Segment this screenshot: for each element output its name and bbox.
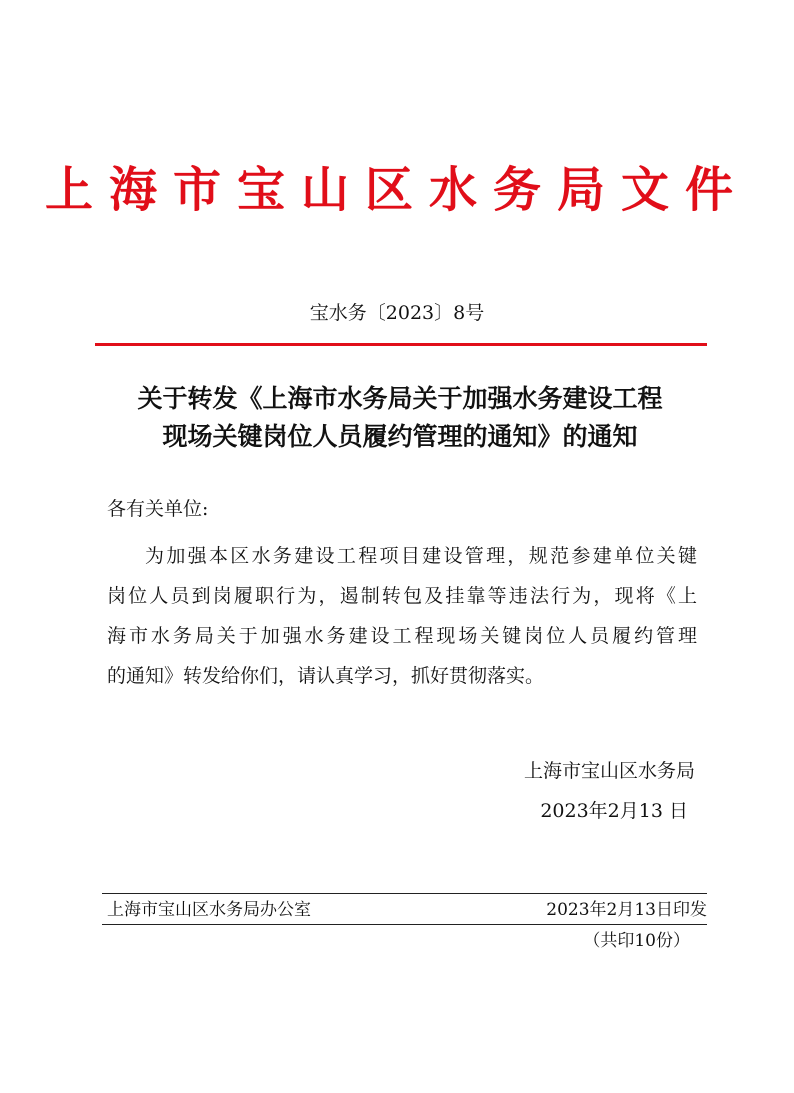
body-paragraph bbox=[107, 536, 697, 696]
signature-organization: 上海市宝山区水务局 bbox=[523, 760, 695, 782]
red-separator-line bbox=[95, 343, 707, 346]
salutation: 各有关单位: bbox=[107, 498, 209, 520]
notice-title-line-2: 现场关键岗位人员履约管理的通知》的通知 bbox=[162, 422, 638, 451]
notice-title bbox=[90, 380, 710, 456]
body-line: 为加强本区水务建设工程项目建设管理，规范参建单位关键 bbox=[145, 545, 697, 567]
issuing-office: 上海市宝山区水务局办公室 bbox=[107, 900, 311, 920]
masthead-title: 上海市宝山区水务局文件 bbox=[44, 162, 749, 218]
body-line: 岗位人员到岗履职行为，遏制转包及挂靠等违法行为，现将《上 bbox=[107, 585, 697, 607]
document-number: 宝水务〔2023〕8号 bbox=[309, 302, 485, 324]
footer-bottom-rule bbox=[102, 924, 707, 925]
footer-top-rule bbox=[102, 893, 707, 894]
print-date: 2023年2月13日印发 bbox=[546, 900, 707, 920]
notice-title-line-1: 关于转发《上海市水务局关于加强水务建设工程 bbox=[137, 384, 663, 413]
copies-count: （共印10份） bbox=[583, 931, 690, 951]
signature-date: 2023年2月13 日 bbox=[540, 800, 688, 822]
body-line: 的通知》转发给你们，请认真学习，抓好贯彻落实。 bbox=[107, 665, 545, 687]
body-line: 海市水务局关于加强水务建设工程现场关键岗位人员履约管理 bbox=[107, 625, 697, 647]
footer-print-info bbox=[107, 897, 707, 923]
